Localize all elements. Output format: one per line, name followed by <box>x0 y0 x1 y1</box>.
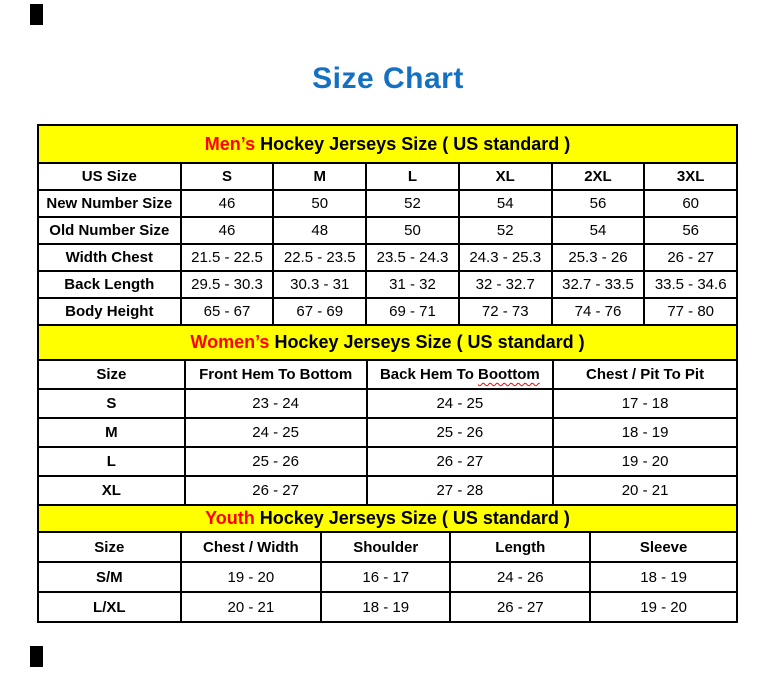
row-label: Body Height <box>38 298 181 325</box>
table-row <box>38 418 737 447</box>
mens-section-title <box>38 125 737 163</box>
size-chart <box>37 124 738 623</box>
womens-section-header <box>38 325 737 360</box>
table-row <box>38 592 737 622</box>
womens-highlight: Women’s <box>190 332 270 352</box>
mens-column-header-row <box>38 163 737 190</box>
mens-highlight: Men’s <box>204 133 256 154</box>
cell-value: 54 <box>459 190 552 217</box>
table-row <box>38 476 737 505</box>
womens-title-rest: Hockey Jerseys Size ( US standard ) <box>269 332 585 352</box>
youth-section-title <box>38 505 737 532</box>
cell-value: 20 - 21 <box>553 476 737 505</box>
cell-value: 22.5 - 23.5 <box>273 244 366 271</box>
cell-value: 69 - 71 <box>366 298 459 325</box>
cell-value: 54 <box>552 217 645 244</box>
column-header: Chest / Pit To Pit <box>553 360 737 389</box>
cell-value: 26 - 27 <box>644 244 737 271</box>
column-header: US Size <box>38 163 181 190</box>
column-header: Sleeve <box>590 532 737 562</box>
mens-title-rest: Hockey Jerseys Size ( US standard ) <box>255 133 571 154</box>
youth-size-table <box>37 504 738 623</box>
row-label: M <box>38 418 185 447</box>
cell-value: 30.3 - 31 <box>273 271 366 298</box>
column-header: Shoulder <box>321 532 450 562</box>
cell-value: 19 - 20 <box>181 562 321 592</box>
cell-value: 21.5 - 22.5 <box>181 244 274 271</box>
cell-value: 27 - 28 <box>367 476 554 505</box>
mens-section-header <box>38 125 737 163</box>
cell-value: 56 <box>644 217 737 244</box>
womens-size-table <box>37 324 738 506</box>
table-row <box>38 562 737 592</box>
cell-value: 16 - 17 <box>321 562 450 592</box>
cell-value: 24.3 - 25.3 <box>459 244 552 271</box>
row-label: S/M <box>38 562 181 592</box>
table-row <box>38 271 737 298</box>
youth-highlight: Youth <box>205 508 255 528</box>
column-header: Front Hem To Bottom <box>185 360 367 389</box>
row-label: S <box>38 389 185 418</box>
row-label: XL <box>38 476 185 505</box>
row-label: New Number Size <box>38 190 181 217</box>
column-header: 2XL <box>552 163 645 190</box>
column-header: Size <box>38 532 181 562</box>
cell-value: 48 <box>273 217 366 244</box>
cell-value: 60 <box>644 190 737 217</box>
column-header: Chest / Width <box>181 532 321 562</box>
cell-value: 52 <box>366 190 459 217</box>
cell-value: 26 - 27 <box>450 592 590 622</box>
column-header: L <box>366 163 459 190</box>
column-header-text: Back Hem To <box>379 366 479 383</box>
cell-value: 24 - 25 <box>185 418 367 447</box>
table-row <box>38 190 737 217</box>
column-header: M <box>273 163 366 190</box>
cell-value: 32.7 - 33.5 <box>552 271 645 298</box>
table-row <box>38 389 737 418</box>
cell-value: 18 - 19 <box>553 418 737 447</box>
youth-section-header <box>38 505 737 532</box>
misspelled-word: Boottom <box>478 366 540 383</box>
cell-value: 25 - 26 <box>367 418 554 447</box>
cell-value: 23.5 - 24.3 <box>366 244 459 271</box>
cell-value: 74 - 76 <box>552 298 645 325</box>
cell-value: 20 - 21 <box>181 592 321 622</box>
cell-value: 19 - 20 <box>590 592 737 622</box>
cell-value: 24 - 26 <box>450 562 590 592</box>
column-header: Length <box>450 532 590 562</box>
table-row <box>38 447 737 476</box>
cell-value: 31 - 32 <box>366 271 459 298</box>
page-title: Size Chart <box>312 62 464 95</box>
womens-section-title <box>38 325 737 360</box>
cell-value: 46 <box>181 217 274 244</box>
cell-value: 18 - 19 <box>321 592 450 622</box>
table-row <box>38 244 737 271</box>
table-row <box>38 298 737 325</box>
cell-value: 56 <box>552 190 645 217</box>
mens-size-table <box>37 124 738 326</box>
cell-value: 50 <box>273 190 366 217</box>
row-label: Back Length <box>38 271 181 298</box>
cell-value: 65 - 67 <box>181 298 274 325</box>
youth-title-rest: Hockey Jerseys Size ( US standard ) <box>254 508 570 528</box>
column-header <box>367 360 554 389</box>
cell-value: 29.5 - 30.3 <box>181 271 274 298</box>
row-label: Width Chest <box>38 244 181 271</box>
cell-value: 18 - 19 <box>590 562 737 592</box>
row-label: Old Number Size <box>38 217 181 244</box>
cell-value: 77 - 80 <box>644 298 737 325</box>
cell-value: 26 - 27 <box>367 447 554 476</box>
cell-value: 25.3 - 26 <box>552 244 645 271</box>
cell-value: 33.5 - 34.6 <box>644 271 737 298</box>
cell-value: 46 <box>181 190 274 217</box>
cell-value: 25 - 26 <box>185 447 367 476</box>
cell-value: 19 - 20 <box>553 447 737 476</box>
youth-column-header-row <box>38 532 737 562</box>
row-label: L/XL <box>38 592 181 622</box>
cell-value: 17 - 18 <box>553 389 737 418</box>
column-header: Size <box>38 360 185 389</box>
table-row <box>38 217 737 244</box>
column-header: XL <box>459 163 552 190</box>
womens-column-header-row <box>38 360 737 389</box>
column-header: 3XL <box>644 163 737 190</box>
cell-value: 32 - 32.7 <box>459 271 552 298</box>
cell-value: 72 - 73 <box>459 298 552 325</box>
cell-value: 24 - 25 <box>367 389 554 418</box>
column-header: S <box>181 163 274 190</box>
row-label: L <box>38 447 185 476</box>
scan-artifact-bottom <box>30 646 43 667</box>
cell-value: 50 <box>366 217 459 244</box>
cell-value: 52 <box>459 217 552 244</box>
cell-value: 67 - 69 <box>273 298 366 325</box>
cell-value: 23 - 24 <box>185 389 367 418</box>
scan-artifact-top <box>30 4 43 25</box>
cell-value: 26 - 27 <box>185 476 367 505</box>
